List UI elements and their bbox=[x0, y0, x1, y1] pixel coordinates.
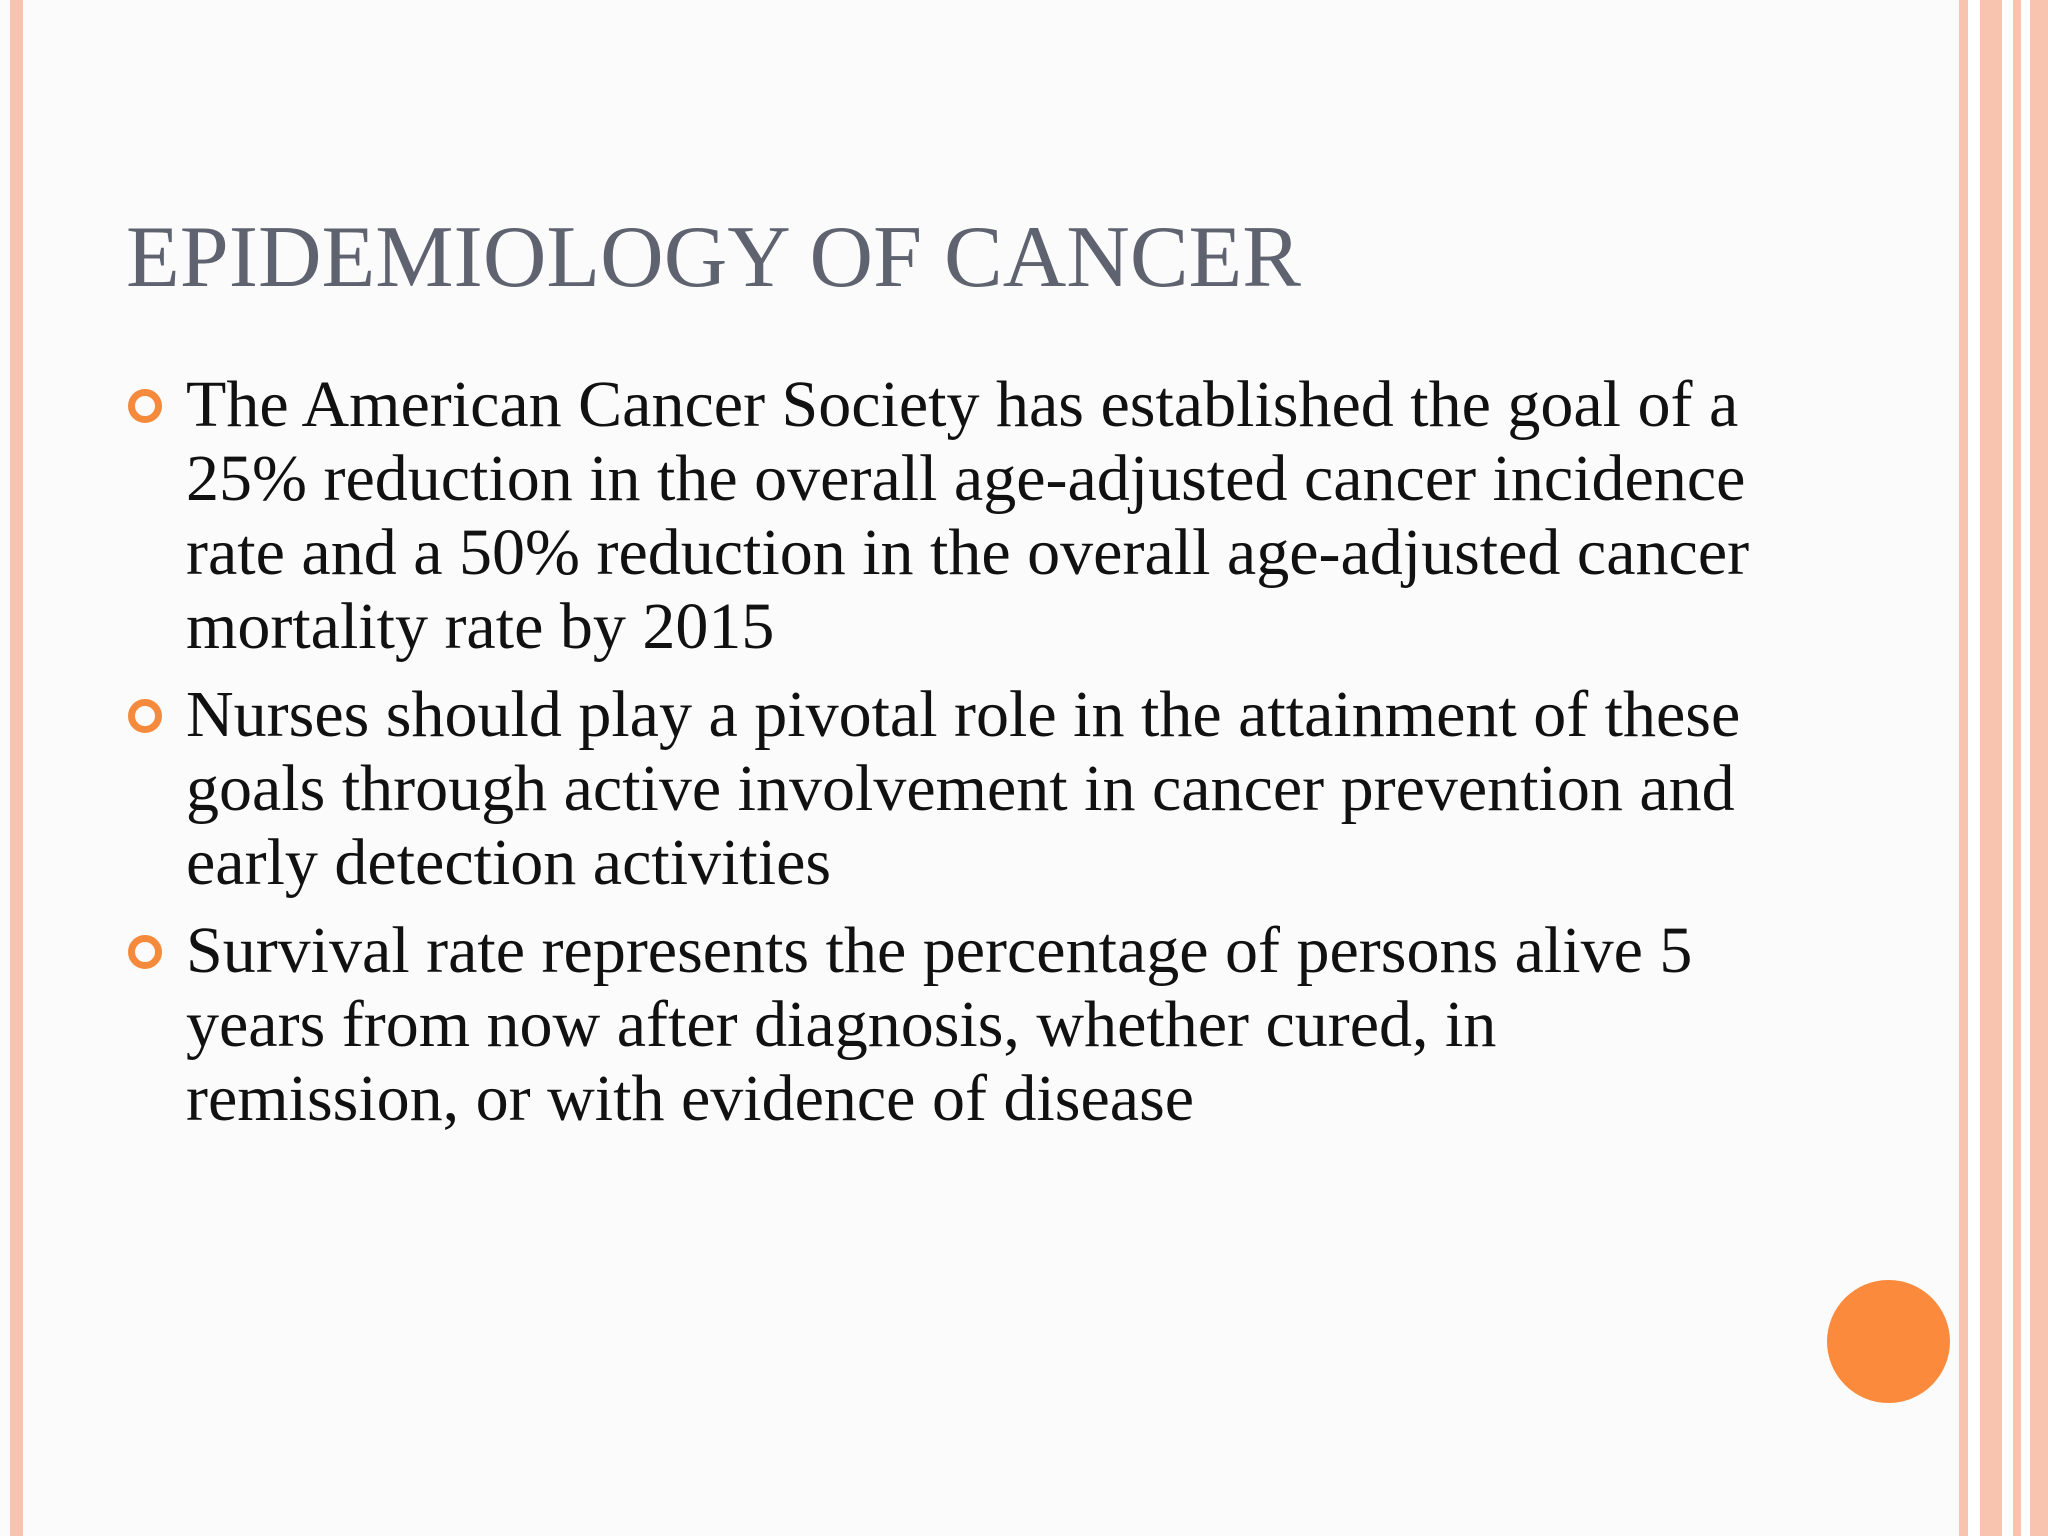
decorative-orange-circle bbox=[1827, 1280, 1950, 1403]
bullet-item bbox=[124, 678, 1764, 900]
bullet-item bbox=[124, 368, 1764, 664]
hollow-circle-icon bbox=[128, 935, 162, 969]
bullet-text: Survival rate represents the percentage of persons alive 5 years from now after diagnosis, whether cured, in remission, or with evidence of disease bbox=[186, 914, 1693, 1135]
left-border-stripe bbox=[10, 0, 23, 1536]
right-border-stripe bbox=[2013, 0, 2021, 1536]
bullet-text: Nurses should play a pivotal role in the attainment of these goals through active involvement in cancer prevention and early detection activities bbox=[186, 678, 1741, 899]
right-border-stripe bbox=[2030, 0, 2048, 1536]
slide-title: EPIDEMIOLOGY OF CANCER bbox=[126, 209, 1301, 306]
bullet-text: The American Cancer Society has established the goal of a 25% reduction in the overall age-adjusted cancer incidence rate and a 50% reduction in the overall age-adjusted cancer mortality rate by 2015 bbox=[186, 368, 1750, 663]
hollow-circle-icon bbox=[128, 389, 162, 423]
right-border-stripe bbox=[1980, 0, 2002, 1536]
bullet-list bbox=[124, 368, 1764, 1150]
hollow-circle-icon bbox=[128, 699, 162, 733]
bullet-item bbox=[124, 914, 1764, 1136]
right-border-stripe bbox=[1959, 0, 1968, 1536]
